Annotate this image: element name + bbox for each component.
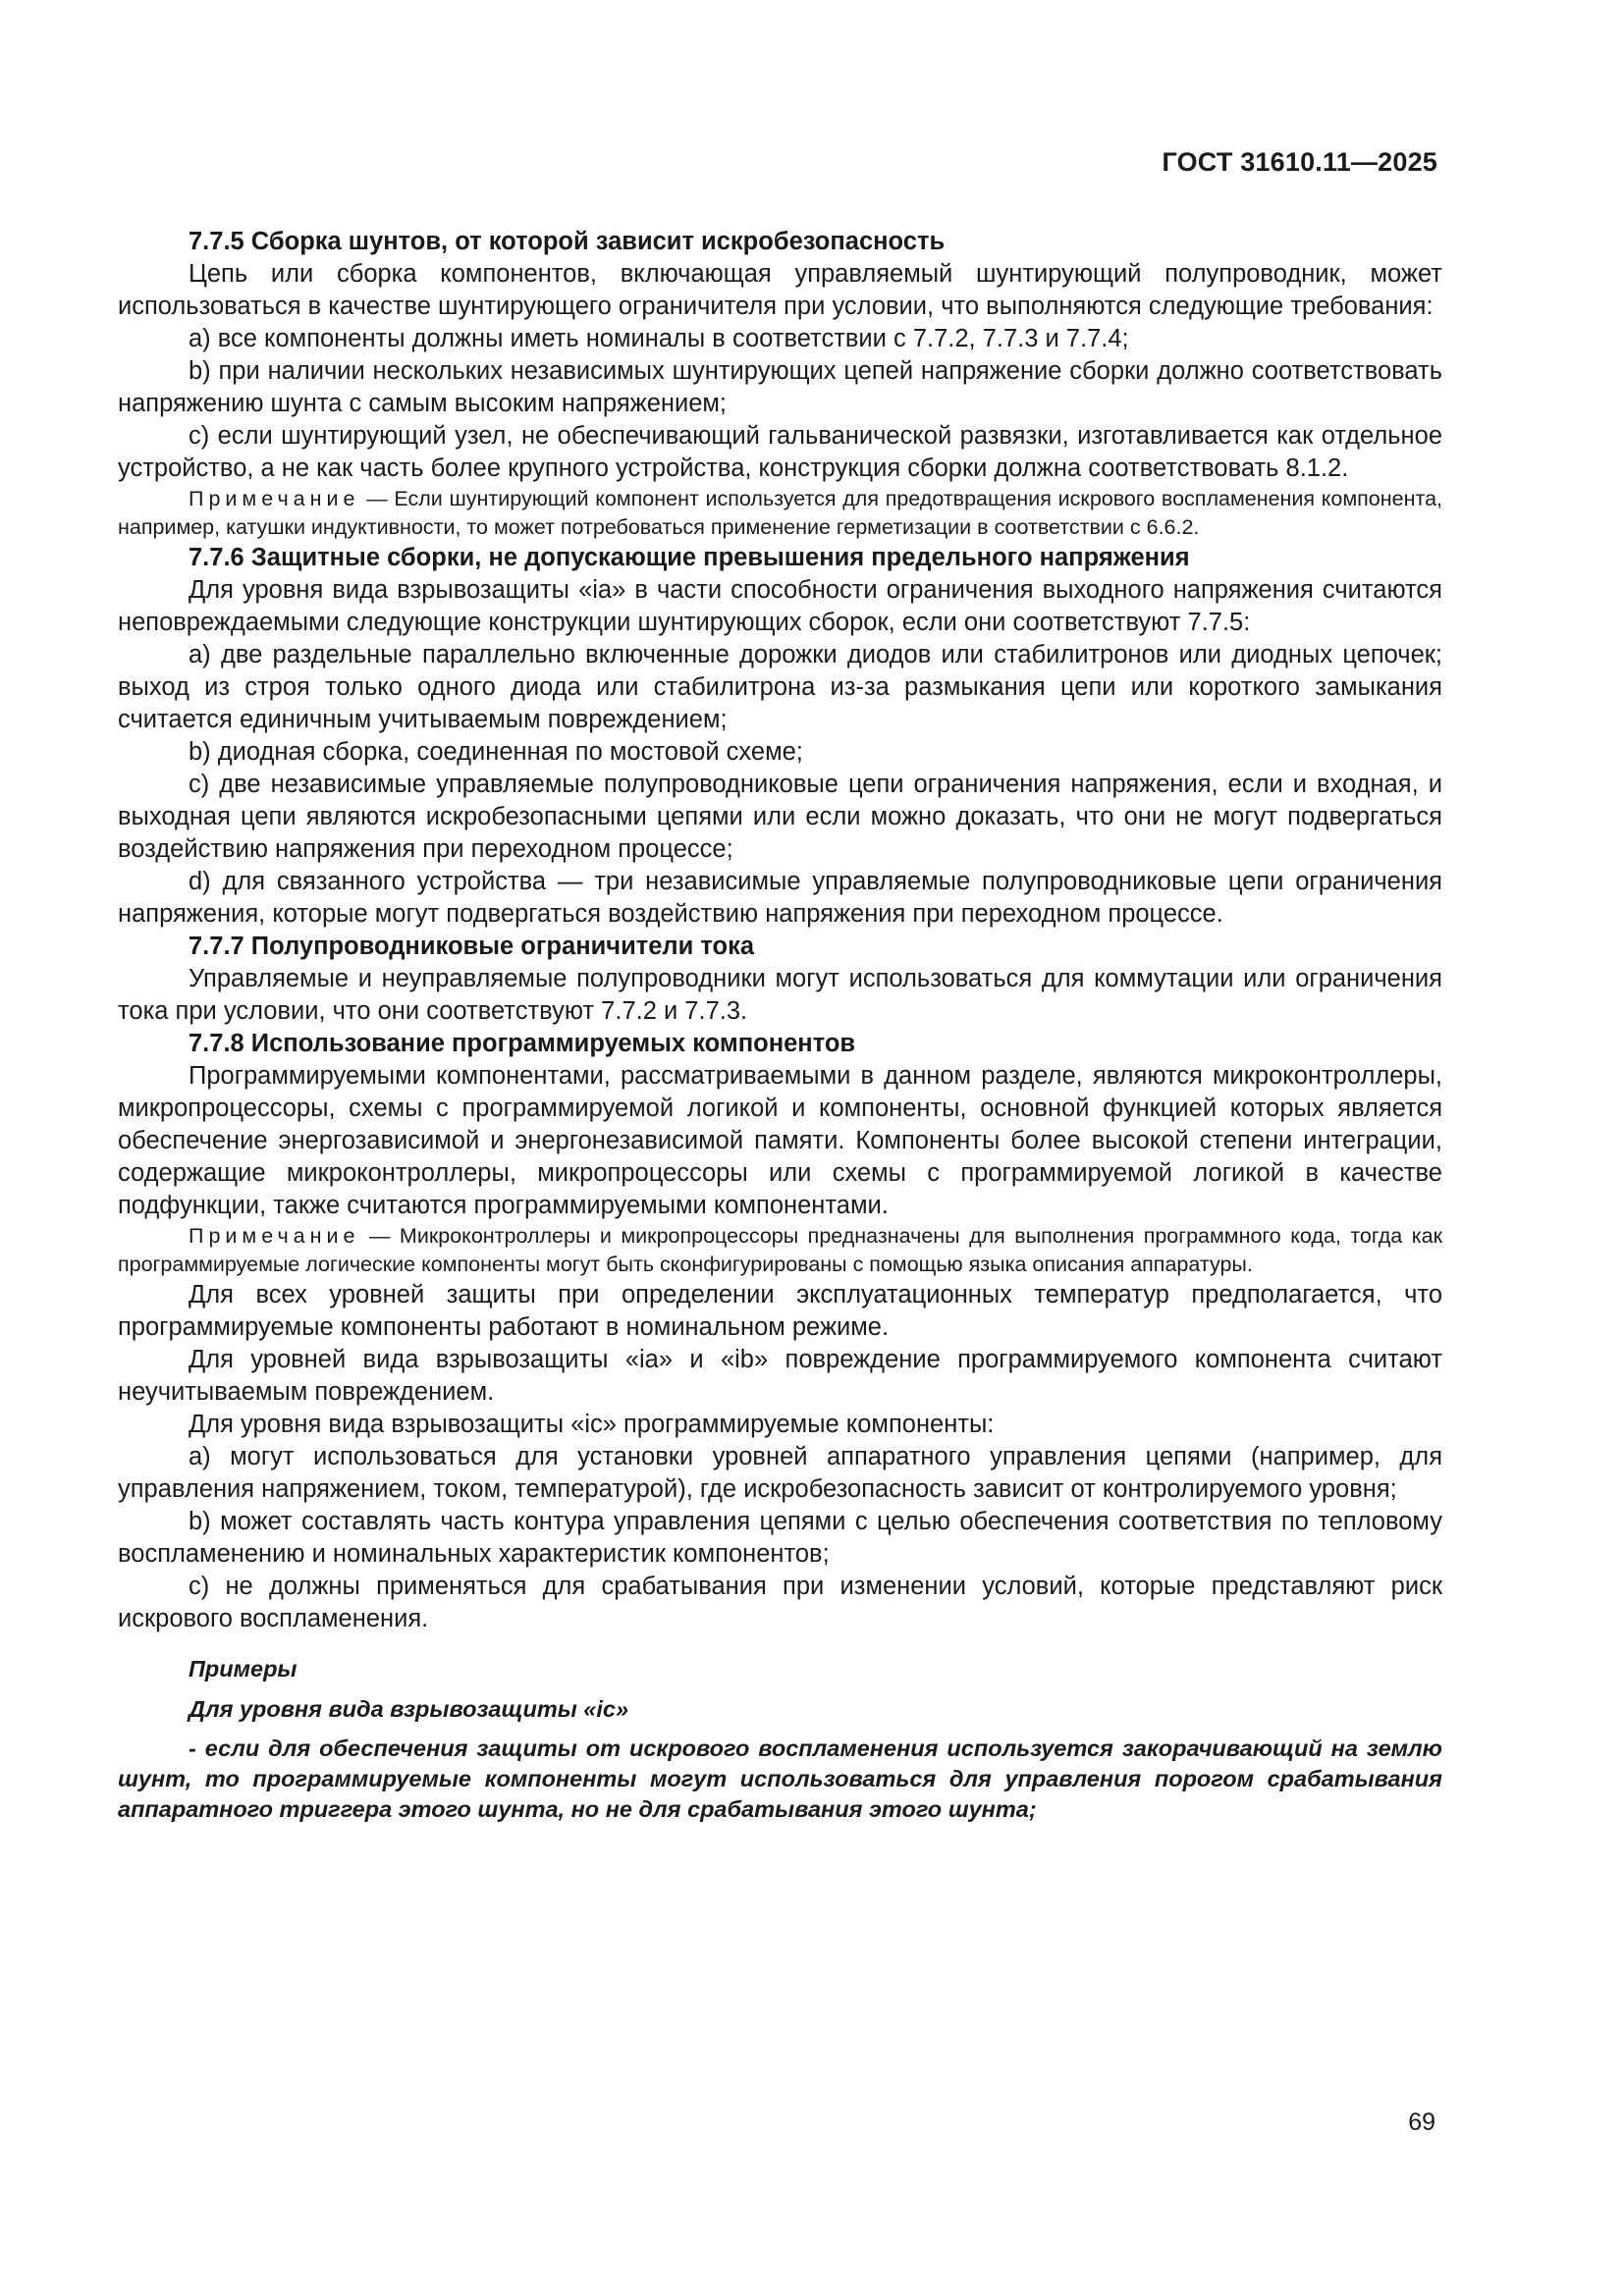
note-label: Примечание [189,487,360,510]
examples-subheading: Для уровня вида взрывозащиты «ic» [189,1696,629,1722]
note-text: — Микроконтроллеры и микропроцессоры предназначены для выполнения программного кода, тогда как программируемые логические компоненты могут быть сконфигурированы с помощью языка описания аппаратуры. [118,1224,1442,1276]
list-item: a) могут использоваться для установки уровней аппаратного управления цепями (например, для управления напряжением, током, температурой), где искробезопасность зависит от контролируемого уровня; [118,1443,1442,1503]
list-item: b) может составлять часть контура управления цепями с целью обеспечения соответствия по тепловому воспламенению и номинальных характеристик компонентов; [118,1508,1442,1568]
paragraph: Цепь или сборка компонентов, включающая управляемый шунтирующий полупроводник, может использоваться в качестве шунтирующего ограничителя при условии, что выполняются следующие требования: [118,260,1442,320]
note [118,1222,1442,1279]
note-label: Примечание [189,1224,360,1248]
list-item: b) при наличии нескольких независимых шунтирующих цепей напряжение сборки должно соответствовать напряжению шунта с самым высоким напряжением; [118,357,1442,417]
example-item: - если для обеспечения защиты от искрового воспламенения используется закорачивающий на землю шунт, то программируемые компоненты могут использоваться для управления порогом срабатывания аппаратного триггера этого шунта, но не для срабатывания этого шунта; [118,1735,1442,1822]
list-item: c) если шунтирующий узел, не обеспечивающий гальванической развязки, изготавливается как отдельное устройство, а не как часть более крупного устройства, конструкция сборки должна соответствовать 8.1.2. [118,422,1442,482]
list-item: c) не должны применяться для срабатывания при изменении условий, которые представляют риск искрового воспламенения. [118,1573,1442,1632]
paragraph: Управляемые и неуправляемые полупроводники могут использоваться для коммутации или ограничения тока при условии, что они соответствуют 7.7.2 и 7.7.3. [118,965,1442,1025]
list-item: a) две раздельные параллельно включенные дорожки диодов или стабилитронов или диодных цепочек; выход из строя только одного диода или стабилитрона из-за размыкания цепи или короткого замыкания считается единичным учитываемым повреждением; [118,641,1442,733]
paragraph: Для уровня вида взрывозащиты «ic» программируемые компоненты: [189,1411,995,1438]
examples-label: Примеры [189,1656,298,1682]
section-heading-7-7-5: 7.7.5 Сборка шунтов, от которой зависит искробезопасность [189,228,946,255]
page-content [118,226,1442,1825]
paragraph: Для всех уровней защиты при определении эксплуатационных температур предполагается, что программируемые компоненты работают в номинальном режиме. [118,1281,1442,1341]
list-item: d) для связанного устройства — три независимые управляемые полупроводниковые цепи ограничения напряжения, которые могут подвергаться воздействию напряжения при переходном процессе. [118,868,1442,928]
section-heading-7-7-6: 7.7.6 Защитные сборки, не допускающие превышения предельного напряжения [189,544,1190,571]
list-item: c) две независимые управляемые полупроводниковые цепи ограничения напряжения, если и входная, и выходная цепи являются искробезопасными цепями или если можно доказать, что они не могут подвергаться воздействию напряжения при переходном процессе; [118,771,1442,863]
paragraph: Программируемыми компонентами, рассматриваемыми в данном разделе, являются микроконтроллеры, микропроцессоры, схемы с программируемой логикой и компоненты, основной функцией которых является обеспечение энергозависимой и энергонезависимой памяти. Компоненты более высокой степени интеграции, содержащие микроконтроллеры, микропроцессоры или схемы с программируемой логикой в качестве подфункции, также считаются программируемыми компонентами. [118,1062,1442,1219]
list-item: b) диодная сборка, соединенная по мостовой схеме; [189,738,803,766]
list-item: a) все компоненты должны иметь номиналы в соответствии с 7.7.2, 7.7.3 и 7.7.4; [189,325,1129,352]
paragraph: Для уровня вида взрывозащиты «ia» в части способности ограничения выходного напряжения считаются неповреждаемыми следующие конструкции шунтирующих сборок, если они соответствуют 7.7.5: [118,576,1442,636]
paragraph: Для уровней вида взрывозащиты «ia» и «ib» повреждение программируемого компонента считают неучитываемым повреждением. [118,1346,1442,1406]
note-text: — Если шунтирующий компонент используется для предотвращения искрового воспламенения компонента, например, катушки индуктивности, то может потребоваться применение герметизации в соответствии с 6.6.2. [118,487,1442,539]
document-code: ГОСТ 31610.11—2025 [1162,147,1437,177]
section-heading-7-7-8: 7.7.8 Использование программируемых компонентов [189,1030,856,1057]
section-heading-7-7-7: 7.7.7 Полупроводниковые ограничители тока [189,933,755,960]
page-number: 69 [1408,2109,1435,2136]
note [118,485,1442,542]
